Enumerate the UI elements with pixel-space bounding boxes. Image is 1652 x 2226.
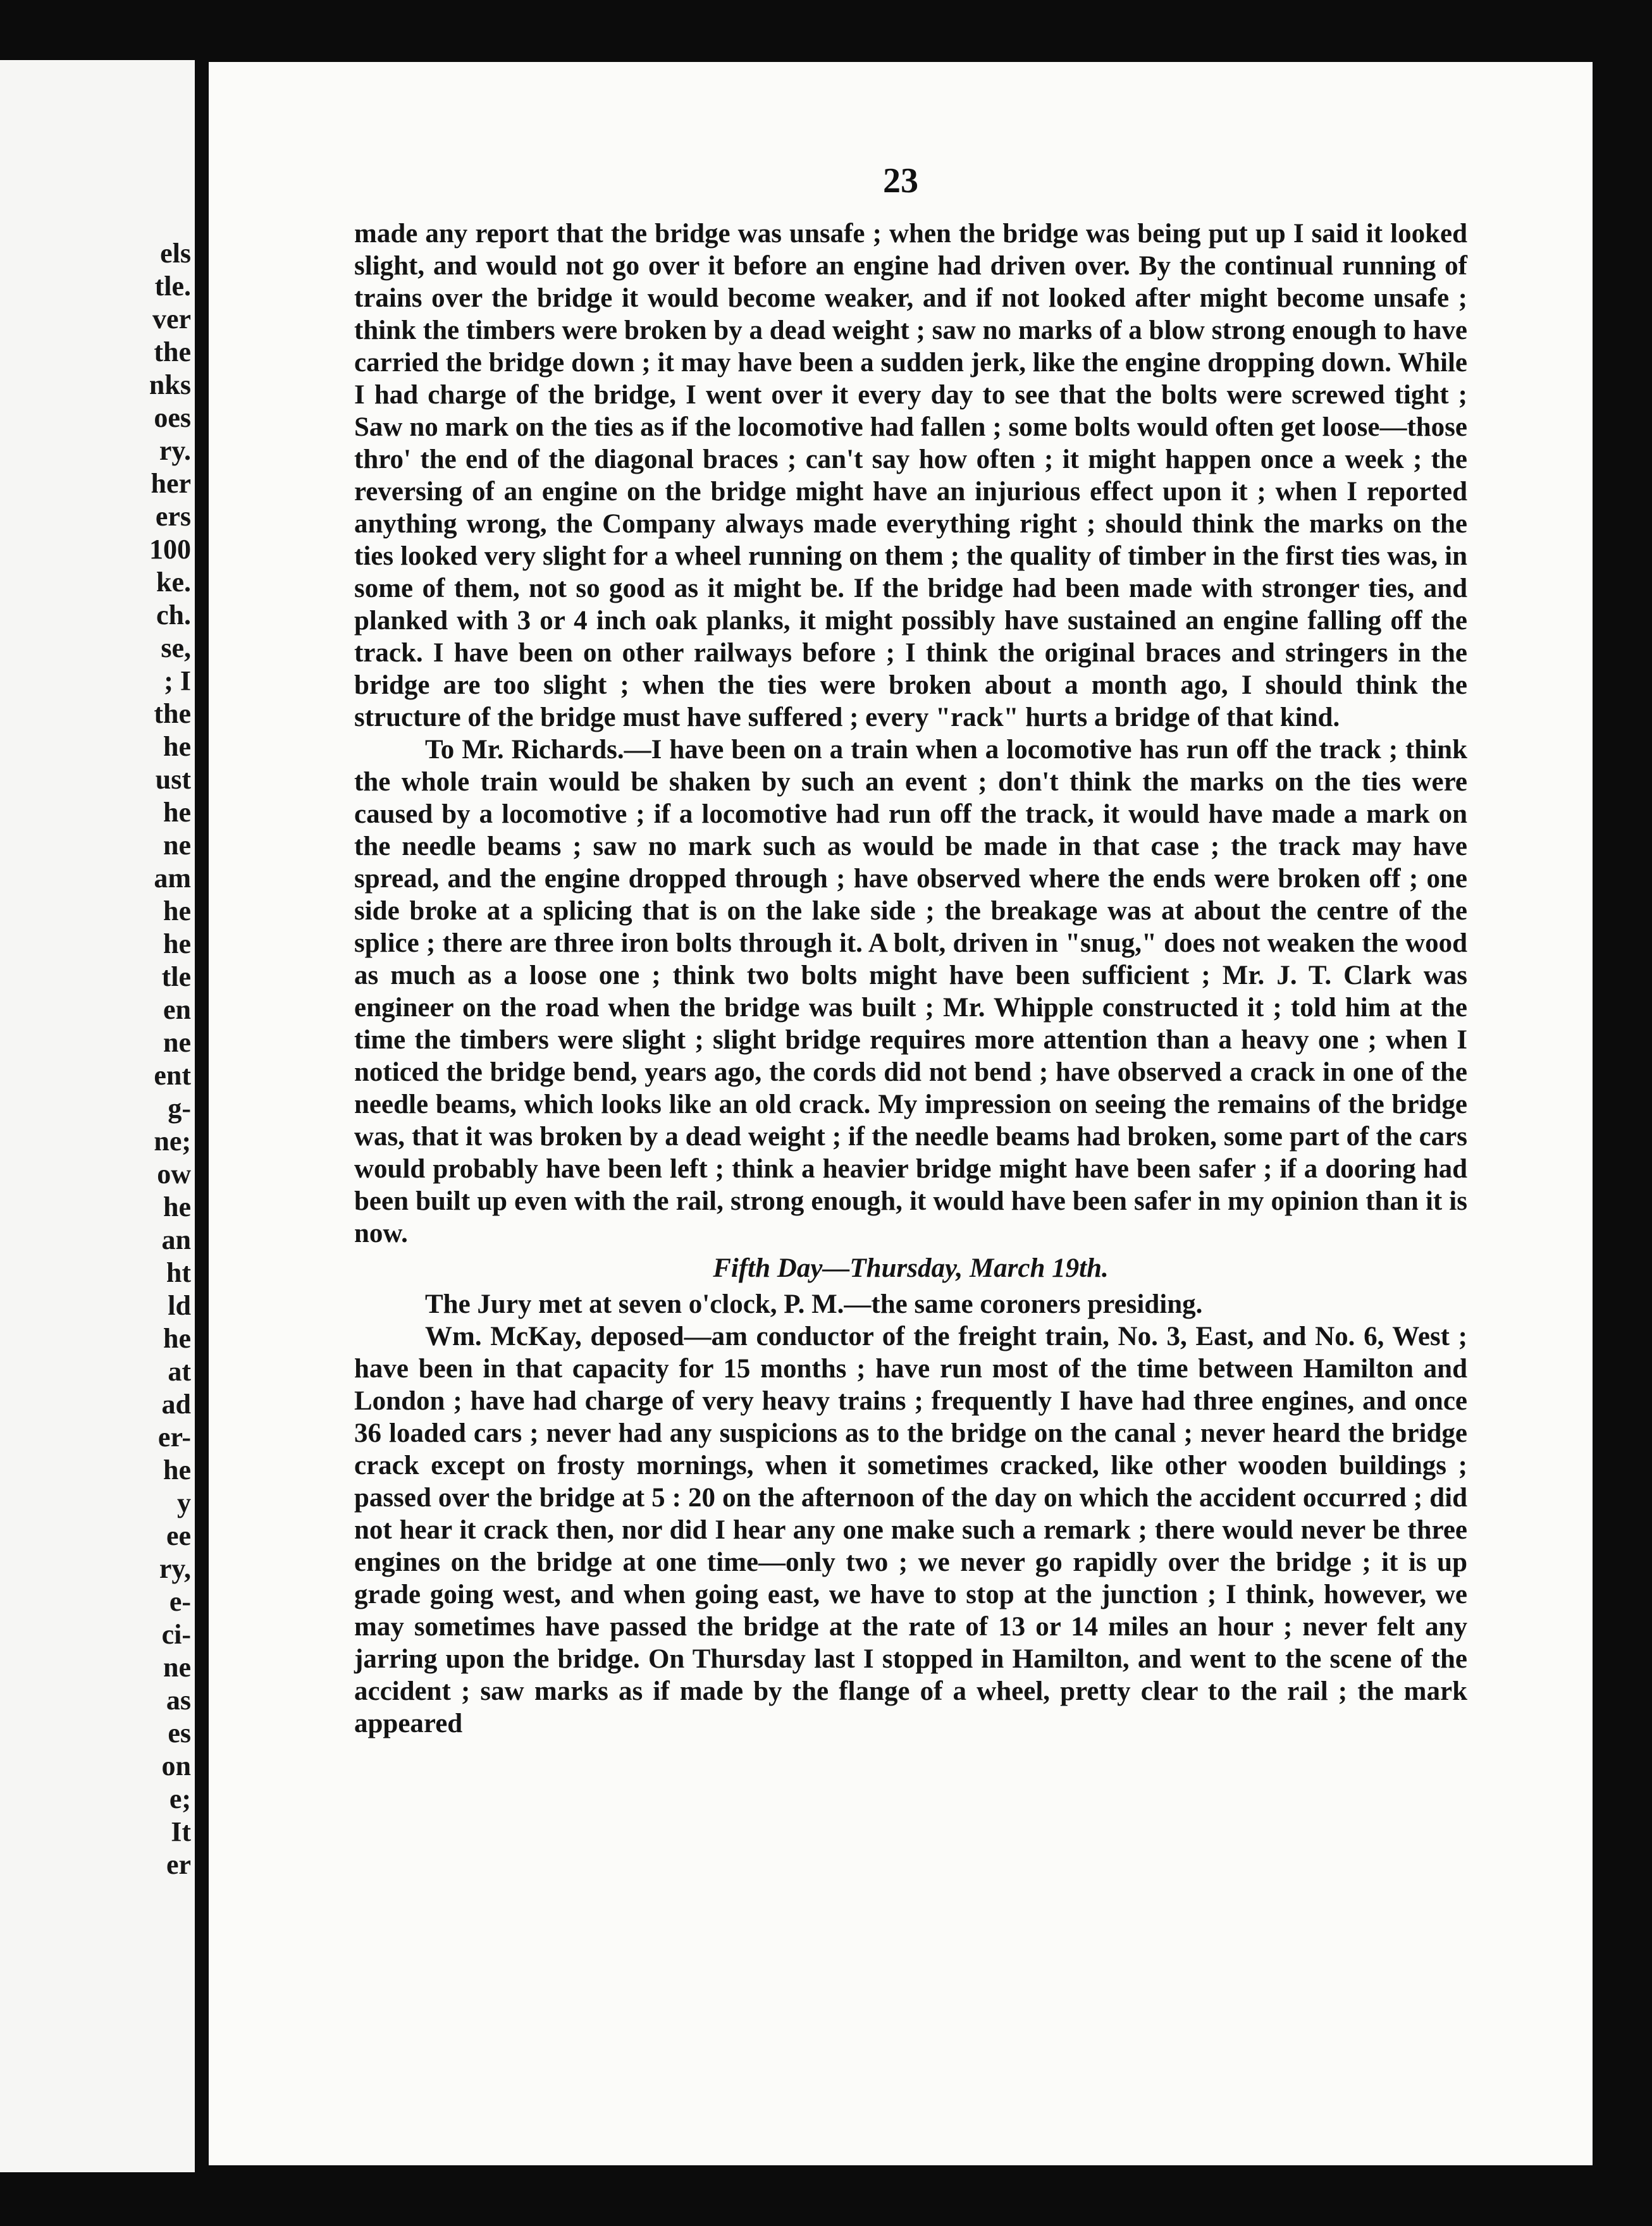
previous-page-fragment: he — [163, 895, 191, 926]
previous-page-fragment: ld — [168, 1290, 191, 1321]
book-page — [209, 62, 1593, 2165]
previous-page-fragment: ne — [163, 830, 191, 861]
previous-page-fragment: se, — [161, 632, 191, 663]
previous-page-fragment: er — [166, 1849, 191, 1880]
previous-page-fragment: els — [160, 238, 191, 269]
paragraph-to-mr-richards: To Mr. Richards.—I have been on a train when a locomotive has run off the track ; think the whole train would be shaken by such an event ; don't think the marks on the ties were caused by a locomotive ; if a locomotive had run off the track, it would have made a mark on the needle beams ; saw no mark such as would be made in that case ; the track may have spread, and the engine dropped through ; have observed where the ends were broken off ; one side broke at a splicing that is on the lake side ; the breakage was at about the centre of the splice ; there are three iron bolts through it. A bolt, driven in "snug," does not weaken the wood as much as a loose one ; think two bolts might have been sufficient ; Mr. J. T. Clark was engineer on the road when the bridge was built ; Mr. Whipple constructed it ; told him at the time the timbers were slight ; slight bridge requires more attention than a heavy one ; when I noticed the bridge bend, years ago, the cords did not bend ; have observed a crack in one of the needle beams, which looks like an old crack. My impression on seeing the remains of the bridge was, that it was broken by a dead weight ; if the needle beams had broken, some part of the cars would probably have been left ; think a heavier bridge might have been safer ; if a dooring had been built up even with the rail, strong enough, it would have been safer in my opinion than it is now. — [354, 735, 1467, 1248]
previous-page-fragment: ow — [157, 1159, 191, 1190]
previous-page-fragment: ee — [166, 1520, 191, 1551]
previous-page-fragment: en — [163, 994, 191, 1025]
previous-page-fragment: on — [161, 1750, 191, 1781]
paragraph-testimony-continued: made any report that the bridge was unsafe ; when the bridge was being put up I said it looked slight, and would not go over it before an engine had driven over. By the continual running of trains over the bridge it would become weaker, and if not looked after might become unsafe ; think the timbers were broken by a dead weight ; saw no marks of a blow strong enough to have carried the bridge down ; it may have been a sudden jerk, like the engine dropping down. While I had charge of the bridge, I went over it every day to see that the bolts were screwed tight ; Saw no mark on the ties as if the locomotive had fallen ; some bolts would often get loose—those thro' the end of the diagonal braces ; can't say how often ; it might happen once a week ; the reversing of an engine on the bridge might have an injurious effect upon it ; when I reported anything wrong, the Company always made everything right ; should think the marks on the ties looked very slight for a wheel running on them ; the quality of timber in the first ties was, in some of them, not so good as it might be. If the bridge had been made with stronger ties, and planked with 3 or 4 inch oak planks, it might possibly have sustained an engine falling off the track. I have been on other railways before ; I think the original braces and stringers in the bridge are too slight ; when the ties were broken about a month ago, I should think the structure of the bridge must have suffered ; every "rack" hurts a bridge of that kind. — [354, 219, 1467, 732]
previous-page-fragment: ne — [163, 1027, 191, 1058]
previous-page-fragment: tle — [161, 961, 191, 992]
previous-page-fragment: he — [163, 1323, 191, 1354]
previous-page-fragment: ch. — [156, 600, 191, 630]
previous-page-fragment: an — [161, 1224, 191, 1255]
previous-page-fragment: ry. — [159, 435, 191, 466]
previous-page-fragment: he — [163, 797, 191, 828]
previous-page-fragment: he — [163, 1191, 191, 1222]
previous-page-fragment: as — [166, 1685, 191, 1716]
previous-page-fragment: oes — [154, 402, 191, 433]
previous-page-fragment: ust — [155, 764, 191, 795]
previous-page-fragment: ry, — [159, 1553, 191, 1584]
previous-page-fragment: es — [168, 1718, 191, 1749]
previous-page-fragment: he — [163, 731, 191, 762]
previous-page-fragment: ne; — [154, 1126, 191, 1157]
previous-page-fragment: ke. — [156, 567, 191, 598]
previous-page-fragment: ent — [154, 1060, 191, 1091]
previous-page-fragment: e- — [169, 1586, 191, 1617]
previous-page-fragment: ci- — [161, 1619, 191, 1650]
previous-page-fragment: ; I — [164, 665, 191, 696]
previous-page-fragment: er- — [157, 1422, 191, 1453]
book-gutter — [195, 38, 209, 2188]
previous-page-fragment: It — [171, 1816, 191, 1847]
previous-page-fragment: ne — [163, 1652, 191, 1683]
previous-page-fragment: ad — [161, 1389, 191, 1420]
previous-page-fragment: g- — [168, 1093, 191, 1124]
previous-page-fragment: ver — [152, 304, 191, 335]
previous-page-fragment: the — [154, 336, 191, 367]
page-body — [354, 218, 1467, 1740]
previous-page-fragment: 100 — [149, 534, 191, 565]
previous-page-fragment: tle. — [154, 271, 191, 302]
previous-page-fragment: ht — [166, 1257, 191, 1288]
previous-page-fragment: nks — [149, 369, 191, 400]
previous-page-fragment: am — [154, 863, 191, 894]
previous-page-fragment: e; — [169, 1783, 191, 1814]
previous-page-fragment: at — [168, 1356, 191, 1387]
previous-page-fragment: the — [154, 698, 191, 729]
previous-page-fragment: ers — [155, 501, 191, 532]
paragraph-jury-met: The Jury met at seven o'clock, P. M.—the same coroners presiding. — [425, 1289, 1203, 1319]
section-heading-fifth-day: Fifth Day—Thursday, March 19th. — [713, 1253, 1109, 1283]
previous-page-fragment: he — [163, 928, 191, 959]
previous-page-fragment: he — [163, 1454, 191, 1485]
previous-page-margin — [0, 60, 195, 2172]
previous-page-fragment: her — [151, 468, 191, 499]
page-number: 23 — [883, 161, 918, 200]
previous-page-fragment: y — [177, 1487, 191, 1518]
paragraph-wm-mckay-deposition: Wm. McKay, deposed—am conductor of the freight train, No. 3, East, and No. 6, West ; have been in that capacity for 15 months ; have run most of the time between Hamilton and London ; have had charge of very heavy trains ; frequently I have had three engines, and once 36 loaded cars ; never had any suspicions as to the bridge on the canal ; never heard the bridge crack except on frosty mornings, when it sometimes cracked, like other wooden buildings ; passed over the bridge at 5 : 20 on the afternoon of the day on which the accident occurred ; did not hear it crack then, nor did I hear any one make such a remark ; there would never be three engines on the bridge at one time—only two ; we never go rapidly over the bridge ; it is up grade going west, and when going east, we have to stop at the junction ; I think, however, we may sometimes have passed the bridge at the rate of 13 or 14 miles an hour ; never felt any jarring upon the bridge. On Thursday last I stopped in Hamilton, and went to the scene of the accident ; saw marks as if made by the flange of a wheel, pretty clear to the rail ; the mark appeared — [354, 1322, 1467, 1738]
